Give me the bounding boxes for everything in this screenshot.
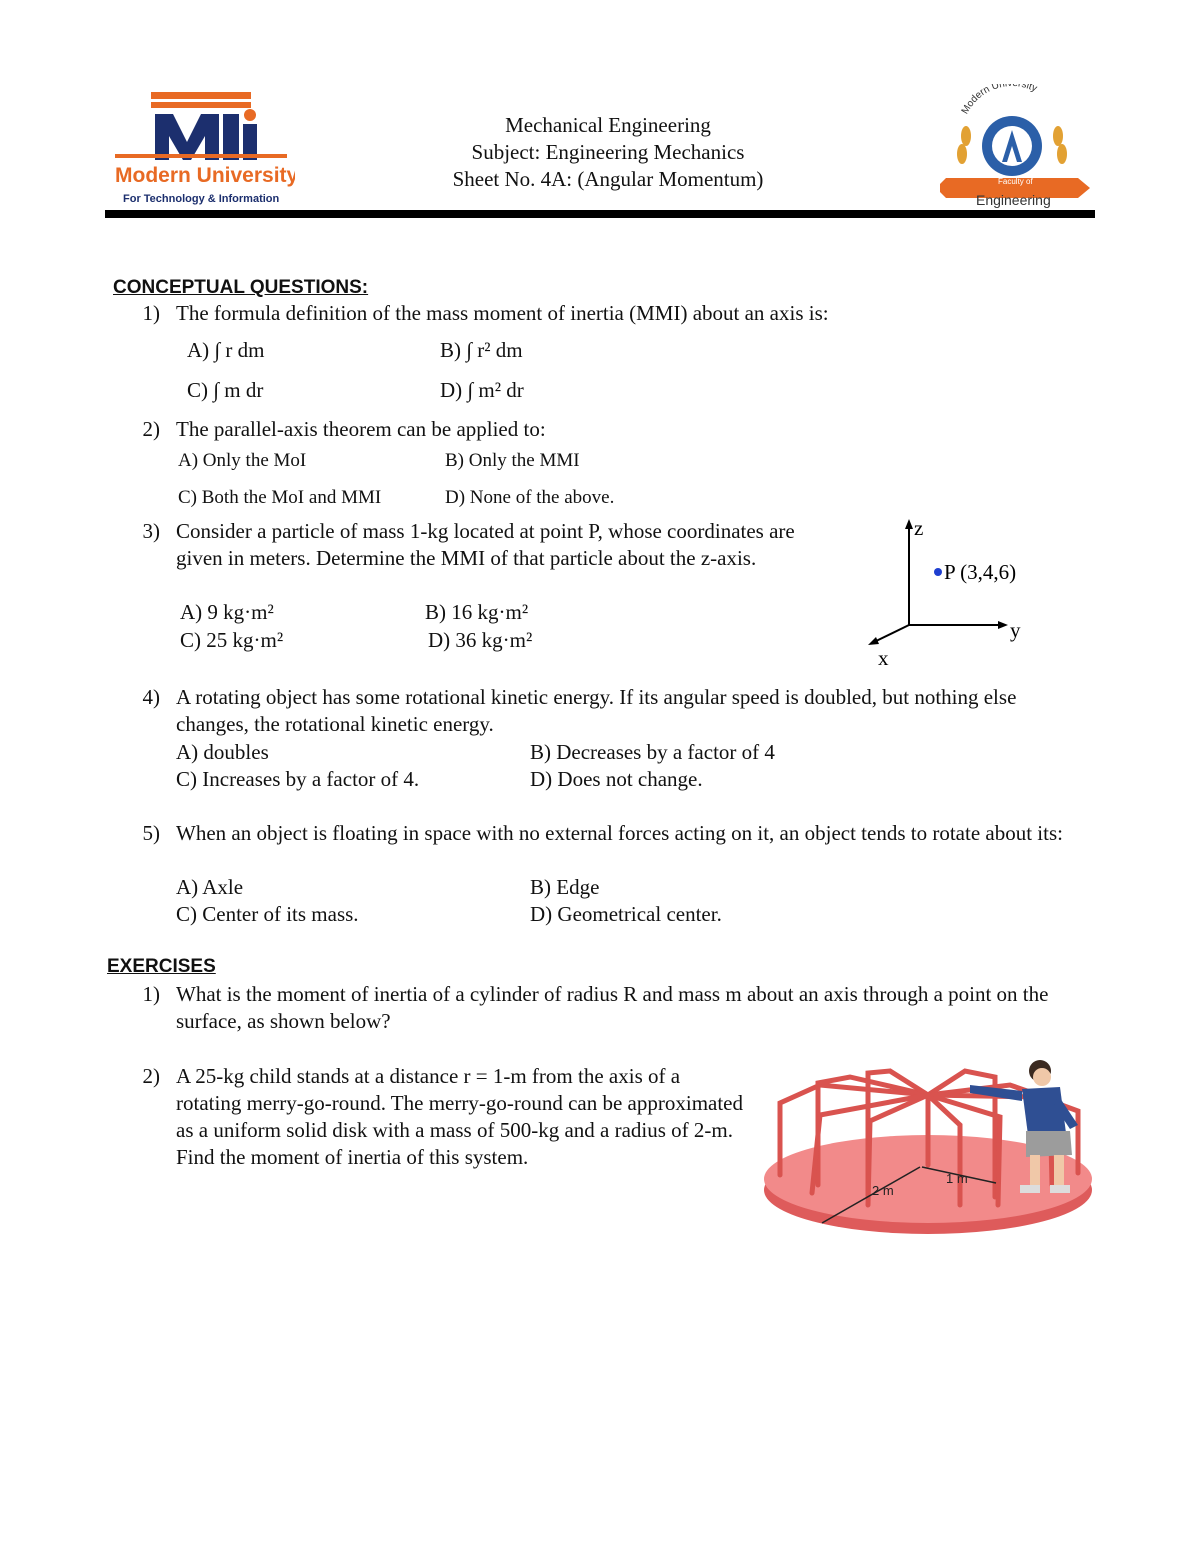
q1-option-d: D) ∫ m² dr (440, 378, 524, 402)
q5-option-a: A) Axle (176, 875, 244, 899)
q2-option-b: B) Only the MMI (445, 450, 580, 471)
question-number: 2) (142, 417, 160, 441)
q3-option-c: C) 25 kg·m² (180, 628, 284, 652)
radius-label-1m: 1 m (946, 1171, 968, 1186)
exercise-text: A 25-kg child stands at a distance r = 1-m from the axis of a rotating merry-go-round. The merry-go-round can be approximated as a uniform solid disk with a mass of 500-kg and a radius of 2-m. Find the moment of inertia of this system. (176, 1064, 743, 1169)
merry-go-round-figure (760, 1055, 1100, 1240)
question-text: The formula definition of the mass moment of inertia (MMI) about an axis is: (176, 301, 829, 325)
q5-option-c: C) Center of its mass. (176, 902, 359, 926)
faculty-logo (940, 84, 1100, 212)
y-axis-label: y (1010, 618, 1021, 642)
radius-label-2m: 2 m (872, 1183, 894, 1198)
faculty-logo-ribbon1: Faculty of (998, 177, 1033, 186)
mti-logo-text1: Modern University (115, 164, 295, 187)
q4-option-d: D) Does not change. (530, 767, 703, 791)
exercises-heading: EXERCISES (107, 956, 216, 977)
q4-option-b: B) Decreases by a factor of 4 (530, 740, 775, 764)
exercise-text: What is the moment of inertia of a cylinder of radius R and mass m about an axis through a point on the surface, as shown below? (176, 982, 1049, 1033)
question-number: 5) (142, 821, 160, 845)
q3-option-d: D) 36 kg·m² (428, 628, 533, 652)
question-text: A rotating object has some rotational kinetic energy. If its angular speed is doubled, but nothing else changes, the rotational kinetic energy. (176, 685, 1017, 736)
q4-option-a: A) doubles (176, 740, 269, 764)
mti-logo (115, 90, 295, 208)
question-text: Consider a particle of mass 1-kg located at point P, whose coordinates are given in meters. Determine the MMI of that particle about the z-axis. (176, 519, 795, 570)
q3-option-b: B) 16 kg·m² (425, 600, 529, 624)
svg-text:Modern University (960, 84, 1039, 116)
q3-option-a: A) 9 kg·m² (180, 600, 274, 624)
question-number: 3) (142, 519, 160, 543)
q2-option-d: D) None of the above. (445, 487, 615, 508)
question-number: 4) (142, 685, 160, 709)
q5-option-d: D) Geometrical center. (530, 902, 722, 926)
question-number: 1) (142, 301, 160, 325)
header-title (350, 112, 866, 193)
point-p-label: P (3,4,6) (944, 560, 1017, 584)
point-p-marker (934, 568, 942, 576)
exercise-number: 1) (142, 982, 160, 1006)
coordinate-axes-figure (862, 515, 1042, 675)
question-text: When an object is floating in space with no external forces acting on it, an object tends to rotate about its: (176, 821, 1063, 845)
x-axis-label: x (878, 646, 889, 670)
q1-option-b: B) ∫ r² dm (440, 338, 523, 362)
faculty-logo-ribbon2: Engineering (976, 192, 1051, 208)
q4-option-c: C) Increases by a factor of 4. (176, 767, 420, 791)
q5-option-b: B) Edge (530, 875, 600, 899)
q2-option-c: C) Both the MoI and MMI (178, 487, 382, 508)
q1-option-c: C) ∫ m dr (187, 378, 264, 402)
q1-option-a: A) ∫ r dm (187, 338, 265, 362)
q2-option-a: A) Only the MoI (178, 450, 307, 471)
z-axis-label: z (914, 516, 924, 540)
exercise-number: 2) (142, 1064, 160, 1088)
header-line3: Sheet No. 4A: (Angular Momentum) (452, 167, 764, 191)
header-rule (105, 210, 1095, 218)
conceptual-heading: CONCEPTUAL QUESTIONS: (113, 277, 369, 298)
header-line1: Mechanical Engineering (505, 113, 711, 137)
header-line2: Subject: Engineering Mechanics (471, 140, 745, 164)
question-text: The parallel-axis theorem can be applied to: (176, 417, 546, 441)
faculty-logo-arc: Modern Un rsity (959, 84, 1039, 117)
mti-logo-text2: For Technology & Information (123, 193, 280, 205)
